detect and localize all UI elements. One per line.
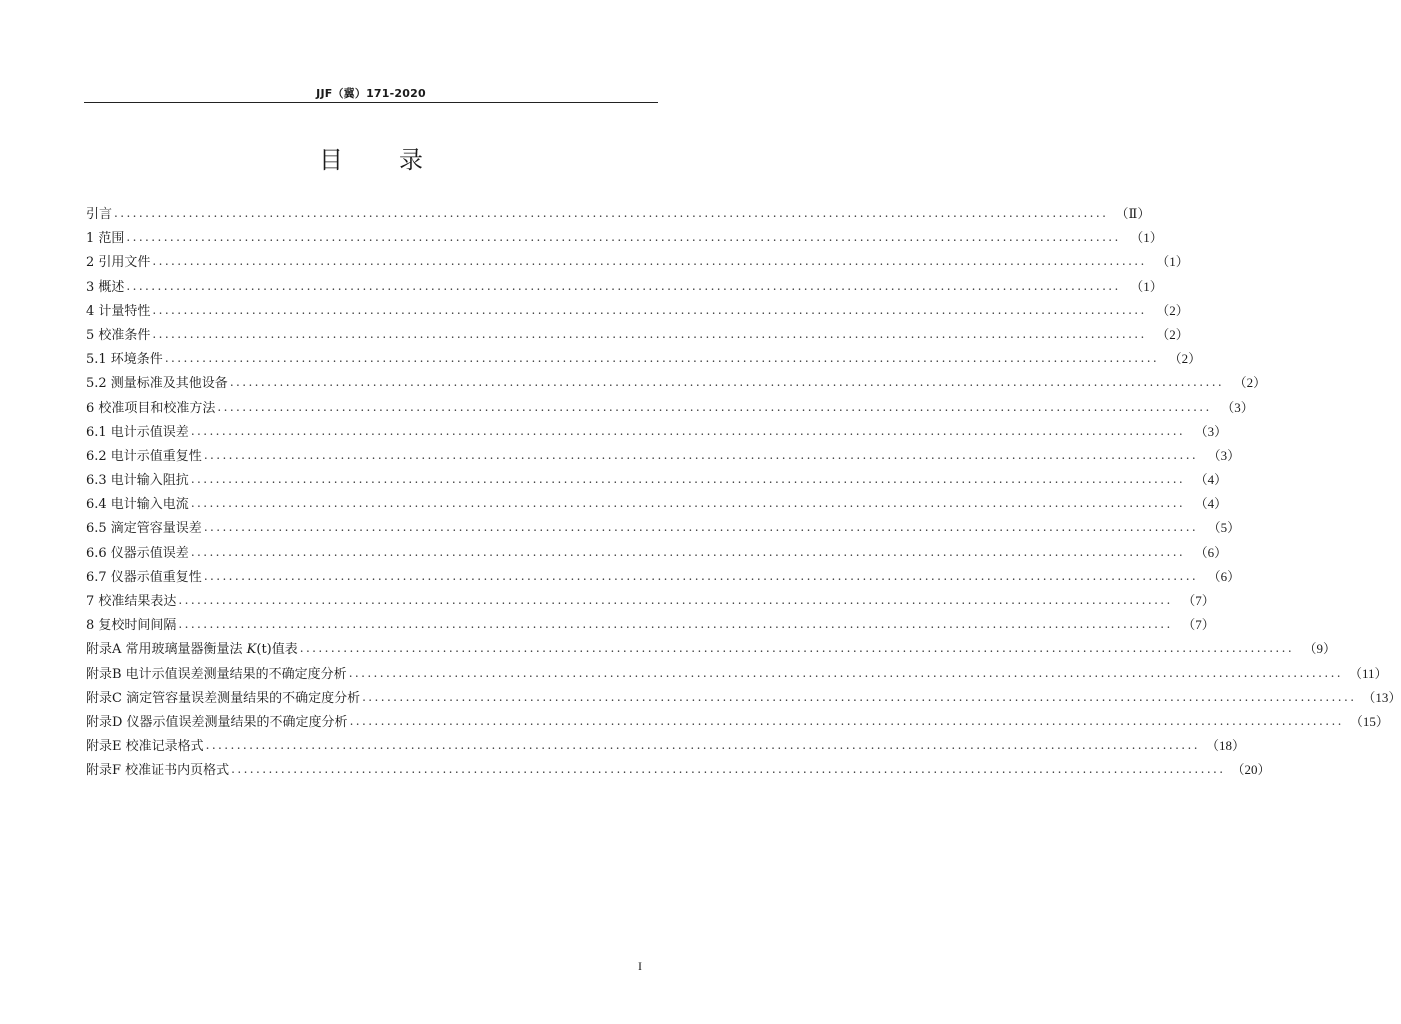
toc-entry[interactable] bbox=[86, 371, 1267, 395]
toc-dot-leader: ................................................................................................................................................................ bbox=[152, 254, 1147, 269]
toc-entry[interactable] bbox=[86, 444, 1241, 468]
toc-entry-label: 附录F 校准证书内页格式 bbox=[86, 763, 230, 779]
toc-dot-leader: ................................................................................................................................................................ bbox=[178, 593, 1173, 607]
toc-entry-page: （Ⅱ） bbox=[1115, 206, 1151, 221]
toc-entry[interactable] bbox=[86, 662, 1388, 686]
toc-dot-leader: ................................................................................................................................................................ bbox=[217, 399, 1212, 414]
toc-entry-label: 1 范围 bbox=[86, 231, 125, 247]
toc-entry-page: （2） bbox=[1156, 326, 1189, 342]
toc-entry-page: （6） bbox=[1207, 568, 1241, 584]
toc-dot-leader: ................................................................................................................................................................ bbox=[203, 520, 1199, 535]
toc-entry[interactable] bbox=[86, 637, 1337, 661]
toc-dot-leader: ................................................................................................................................................................ bbox=[203, 568, 1199, 583]
toc-dot-leader: ................................................................................................................................................................ bbox=[349, 713, 1344, 728]
toc-entry-label: 6 校准项目和校准方法 bbox=[86, 400, 216, 416]
toc-dot-leader: ................................................................................................................................................................ bbox=[190, 544, 1186, 559]
toc-entry[interactable] bbox=[86, 734, 1245, 758]
toc-dot-leader: ................................................................................................................................................................ bbox=[164, 351, 1160, 366]
toc-entry-label: 7 校准结果表达 bbox=[86, 594, 177, 609]
toc-entry-page: （20） bbox=[1231, 762, 1271, 778]
toc-entry-label: 附录D 仪器示值误差测量结果的不确定度分析 bbox=[86, 714, 348, 730]
toc-entry-page: （5） bbox=[1207, 520, 1241, 536]
toc-entry-label: 5.2 测量标准及其他设备 bbox=[86, 376, 228, 392]
document-code-header: JJF（冀）171-2020 bbox=[316, 87, 426, 100]
toc-entry-label: 6.4 电计输入电流 bbox=[86, 497, 189, 513]
toc-entry-label: 4 计量特性 bbox=[86, 303, 151, 319]
toc-entry-page: （9） bbox=[1303, 641, 1337, 657]
toc-entry[interactable] bbox=[86, 686, 1401, 710]
toc-dot-leader: ................................................................................................................................................................ bbox=[190, 472, 1186, 487]
toc-entry[interactable] bbox=[86, 275, 1163, 299]
toc-entry[interactable] bbox=[86, 299, 1189, 323]
toc-entry-page: （3） bbox=[1194, 423, 1228, 439]
toc-entry[interactable] bbox=[86, 323, 1189, 347]
toc-entry[interactable] bbox=[86, 492, 1228, 516]
toc-entry-page: （4） bbox=[1194, 496, 1228, 512]
toc-dot-leader: ................................................................................................................................................................ bbox=[152, 326, 1147, 341]
toc-entry-page: （7） bbox=[1182, 593, 1215, 608]
toc-entry-label: 附录C 滴定管容量误差测量结果的不确定度分析 bbox=[86, 690, 361, 706]
toc-entry-label: 附录B 电计示值误差测量结果的不确定度分析 bbox=[86, 666, 347, 682]
toc-entry-page: （2） bbox=[1233, 375, 1267, 391]
toc-entry[interactable] bbox=[86, 202, 1151, 226]
toc-entry-label: 5.1 环境条件 bbox=[86, 352, 163, 368]
toc-entry-page: （3） bbox=[1207, 447, 1241, 463]
toc-entry-label-suffix: (t)值表 bbox=[256, 642, 298, 658]
toc-dot-leader: ................................................................................................................................................................ bbox=[190, 423, 1186, 438]
toc-entry-page: （13） bbox=[1362, 689, 1401, 705]
toc-entry-label bbox=[86, 638, 298, 662]
toc-entry[interactable] bbox=[86, 468, 1228, 492]
toc-dot-leader: ................................................................................................................................................................ bbox=[178, 617, 1173, 632]
toc-entry-label: 6.5 滴定管容量误差 bbox=[86, 521, 202, 537]
title-char-2: 录 bbox=[399, 146, 423, 174]
header-divider bbox=[84, 102, 658, 103]
toc-entry-label: 3 概述 bbox=[86, 279, 125, 295]
toc-entry-page: （7） bbox=[1182, 617, 1215, 633]
toc-entry[interactable] bbox=[86, 710, 1389, 734]
toc-entry-label: 6.3 电计输入阻抗 bbox=[86, 473, 189, 489]
toc-entry[interactable] bbox=[86, 396, 1254, 420]
toc-entry-page: （18） bbox=[1205, 738, 1245, 754]
toc-entry-page: （1） bbox=[1130, 278, 1163, 294]
toc-dot-leader: ................................................................................................................................................................ bbox=[348, 665, 1343, 680]
toc-dot-leader: ................................................................................................................................................................ bbox=[205, 738, 1200, 753]
toc-entry[interactable] bbox=[86, 420, 1228, 444]
toc-dot-leader: ................................................................................................................................................................ bbox=[229, 375, 1225, 390]
toc-entry-page: （6） bbox=[1194, 544, 1228, 560]
toc-entry-page: （11） bbox=[1349, 665, 1388, 681]
toc-entry[interactable] bbox=[86, 565, 1241, 589]
toc-entry[interactable] bbox=[86, 516, 1241, 540]
title-char-1: 目 bbox=[319, 146, 343, 174]
toc-entry[interactable] bbox=[86, 541, 1228, 565]
toc-entry-page: （2） bbox=[1168, 351, 1202, 367]
toc-entry[interactable] bbox=[86, 250, 1189, 274]
toc-entry-label: 6.6 仪器示值误差 bbox=[86, 545, 189, 561]
toc-entry-label-italic: K bbox=[246, 642, 257, 658]
table-of-contents bbox=[86, 202, 1401, 783]
toc-dot-leader: ................................................................................................................................................................ bbox=[152, 302, 1147, 317]
toc-entry-page: （1） bbox=[1156, 254, 1189, 270]
toc-entry-page: （2） bbox=[1156, 302, 1189, 318]
toc-entry-label: 6.7 仪器示值重复性 bbox=[86, 569, 202, 585]
toc-dot-leader: ................................................................................................................................................................ bbox=[362, 689, 1357, 704]
toc-entry-label: 6.2 电计示值重复性 bbox=[86, 448, 202, 464]
toc-entry-page: （4） bbox=[1194, 472, 1228, 488]
toc-entry-label: 8 复校时间间隔 bbox=[86, 618, 177, 634]
toc-entry-page: （3） bbox=[1221, 399, 1254, 415]
toc-dot-leader: ................................................................................................................................................................ bbox=[203, 447, 1199, 462]
toc-entry-label-prefix: 附录A 常用玻璃量器衡量法 bbox=[86, 642, 247, 658]
toc-dot-leader: ................................................................................................................................................................ bbox=[126, 230, 1121, 245]
page-number: I bbox=[638, 959, 642, 973]
toc-dot-leader: ................................................................................................................................................................ bbox=[299, 641, 1295, 656]
toc-dot-leader: ................................................................................................................................................................ bbox=[126, 278, 1121, 293]
toc-entry-label: 附录E 校准记录格式 bbox=[86, 739, 204, 755]
toc-entry[interactable] bbox=[86, 589, 1215, 613]
toc-entry[interactable] bbox=[86, 226, 1163, 250]
toc-entry-label: 引言 bbox=[86, 207, 113, 222]
toc-entry-page: （1） bbox=[1130, 230, 1163, 246]
toc-entry[interactable] bbox=[86, 613, 1215, 637]
toc-entry-label: 6.1 电计示值误差 bbox=[86, 424, 189, 440]
toc-dot-leader: ................................................................................................................................................................ bbox=[231, 762, 1226, 777]
toc-entry-label: 5 校准条件 bbox=[86, 327, 151, 343]
toc-entry[interactable] bbox=[86, 758, 1271, 782]
toc-dot-leader: ................................................................................................................................................................ bbox=[190, 496, 1186, 511]
toc-dot-leader: ................................................................................................................................................................ bbox=[114, 206, 1109, 220]
page-title bbox=[84, 140, 658, 180]
toc-entry-page: （15） bbox=[1349, 713, 1389, 729]
toc-entry-label: 2 引用文件 bbox=[86, 255, 151, 271]
toc-entry[interactable] bbox=[86, 347, 1202, 371]
